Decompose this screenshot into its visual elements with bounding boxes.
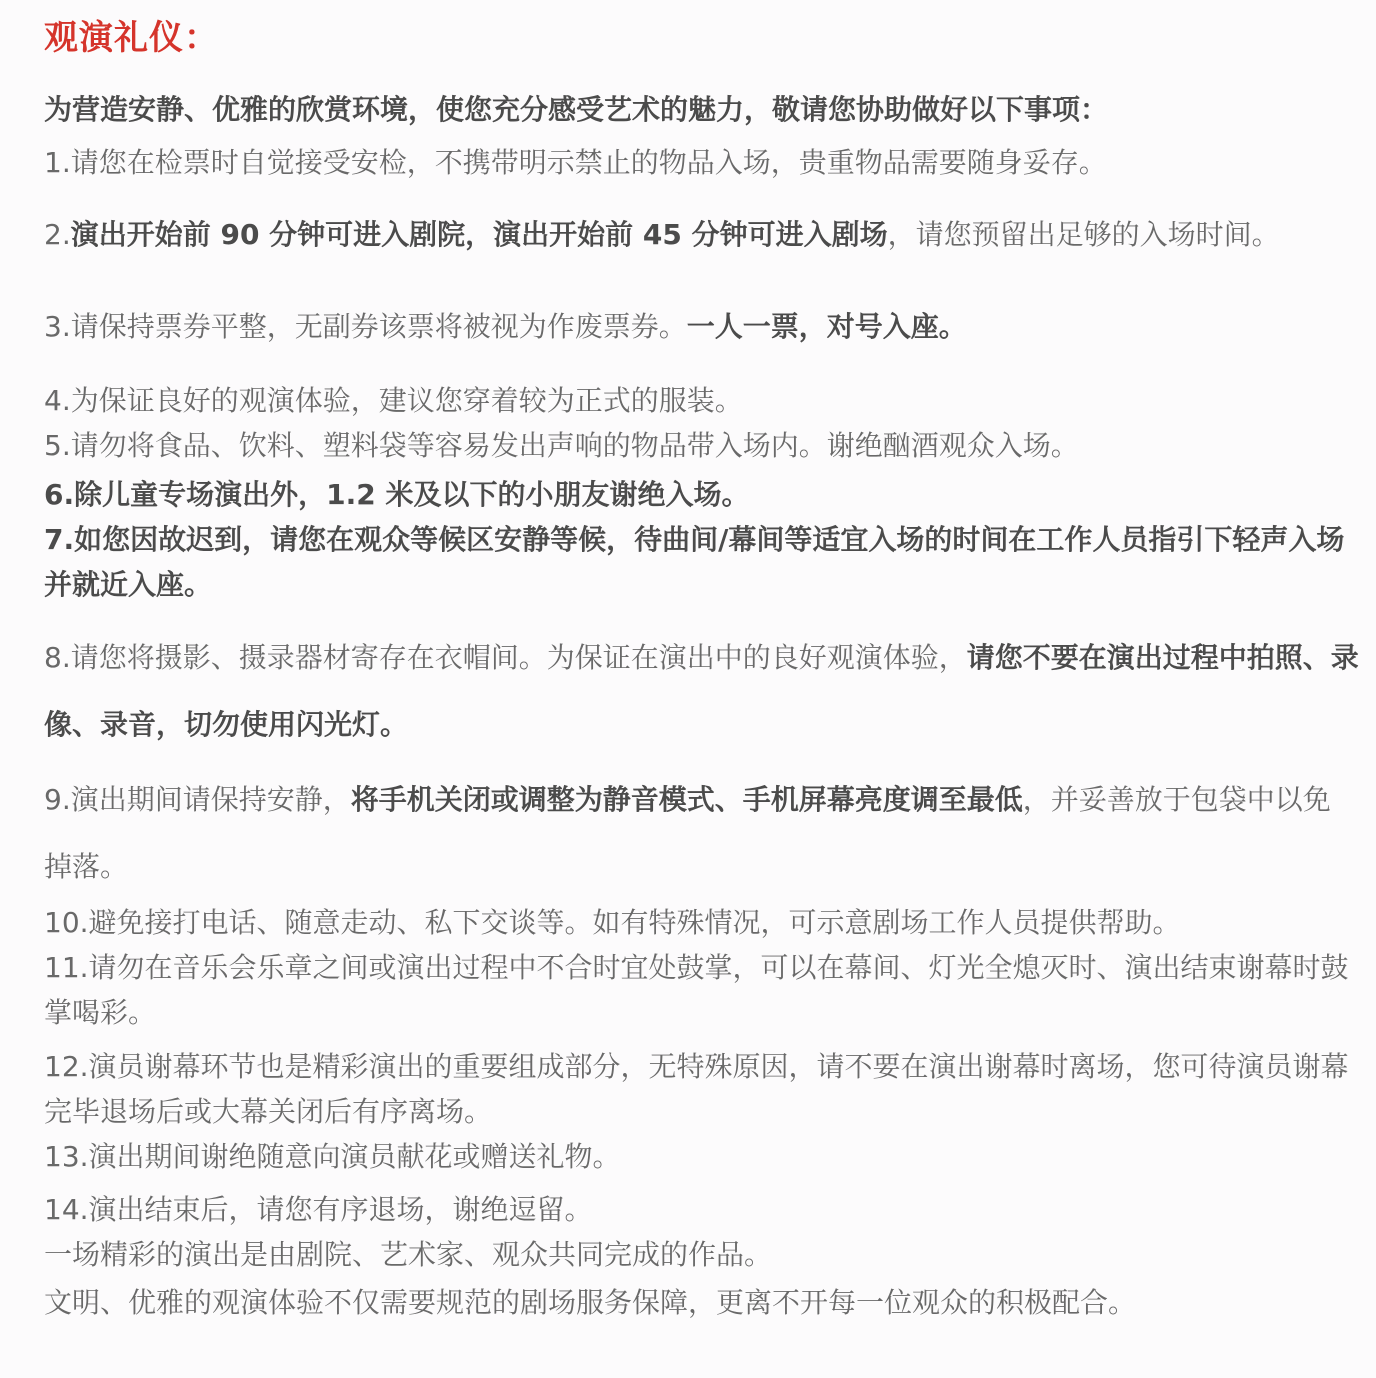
text-line: [44, 1089, 1336, 1134]
text-run: 12.演员谢幕环节也是精彩演出的重要组成部分，无特殊原因，请不要在演出谢幕时离场，您可待演员谢幕: [44, 1050, 1349, 1083]
text-line: [44, 691, 1336, 758]
text-run: 1.请您在检票时自觉接受安检，不携带明示禁止的物品入场，贵重物品需要随身妥存。: [44, 146, 1107, 179]
paragraph: [44, 1280, 1336, 1325]
text-line: [44, 87, 1336, 132]
text-run: 一场精彩的演出是由剧院、艺术家、观众共同完成的作品。: [44, 1238, 773, 1271]
text-run: ，并妥善放于包袋中以免: [1022, 783, 1331, 816]
text-run: 掉落。: [44, 850, 129, 883]
text-run: 5.请勿将食品、饮料、塑料袋等容易发出声响的物品带入场内。谢绝酗酒观众入场。: [44, 429, 1079, 462]
text-line: [44, 1134, 1336, 1179]
paragraph: [44, 517, 1345, 607]
text-line: [44, 517, 1345, 562]
text-line: [44, 140, 1336, 185]
bold-text-run: 7.如您因故迟到，请您在观众等候区安静等候，待曲间/幕间等适宜入场的时间在工作人员指引下轻声入场: [44, 523, 1345, 556]
text-line: [44, 212, 1336, 257]
text-line: [44, 766, 1336, 833]
text-run: 11.请勿在音乐会乐章之间或演出过程中不合时宜处鼓掌，可以在幕间、灯光全熄灭时、演出结束谢幕时鼓: [44, 951, 1349, 984]
text-line: [44, 833, 1336, 900]
bold-text-run: 6.除儿童专场演出外，1.2 米及以下的小朋友谢绝入场。: [44, 478, 750, 511]
text-run: 13.演出期间谢绝随意向演员献花或赠送礼物。: [44, 1140, 621, 1173]
page-title: 观演礼仪：: [44, 18, 219, 58]
text-run: 9.演出期间请保持安静，: [44, 783, 351, 816]
text-line: [44, 423, 1336, 468]
text-line: [44, 472, 1336, 517]
text-run: ，请您预留出足够的入场时间。: [887, 218, 1280, 251]
paragraph: [44, 87, 1336, 132]
paragraph: [44, 472, 1336, 517]
bold-text-run: 请您不要在演出过程中拍照、录: [966, 641, 1359, 674]
text-line: [44, 304, 1336, 349]
text-line: [44, 990, 1336, 1035]
paragraph: [44, 900, 1336, 945]
text-line: [44, 378, 1336, 423]
paragraph: [44, 1232, 1336, 1277]
bold-text-run: 一人一票，对号入座。: [686, 310, 967, 343]
paragraph: [44, 1044, 1349, 1134]
bold-text-run: 并就近入座。: [44, 568, 213, 601]
text-run: 14.演出结束后，请您有序退场，谢绝逗留。: [44, 1193, 593, 1226]
paragraph: [44, 624, 1359, 758]
text-run: 3.请保持票券平整，无副券该票将被视为作废票券。: [44, 310, 687, 343]
bold-text-run: 像、录音，切勿使用闪光灯。: [44, 708, 409, 741]
text-line: [44, 1280, 1336, 1325]
text-line: [44, 624, 1359, 691]
text-line: [44, 1232, 1336, 1277]
bold-text-run: 将手机关闭或调整为静音模式、手机屏幕亮度调至最低: [350, 783, 1023, 816]
paragraph: [44, 378, 1336, 423]
paragraph: [44, 1187, 1336, 1232]
text-run: 2.: [44, 218, 71, 251]
bold-text-run: 为营造安静、优雅的欣赏环境，使您充分感受艺术的魅力，敬请您协助做好以下事项：: [44, 93, 1109, 126]
text-line: [44, 945, 1349, 990]
bold-text-run: 演出开始前 90 分钟可进入剧院，演出开始前 45 分钟可进入剧场: [70, 218, 888, 251]
paragraph: [44, 766, 1336, 900]
text-run: 文明、优雅的观演体验不仅需要规范的剧场服务保障，更离不开每一位观众的积极配合。: [44, 1286, 1137, 1319]
paragraph: [44, 1134, 1336, 1179]
paragraph-list: [44, 87, 1359, 1325]
text-run: 8.请您将摄影、摄录器材寄存在衣帽间。为保证在演出中的良好观演体验，: [44, 641, 967, 674]
text-run: 10.避免接打电话、随意走动、私下交谈等。如有特殊情况，可示意剧场工作人员提供帮助。: [44, 906, 1181, 939]
text-line: [44, 562, 1336, 607]
paragraph: [44, 945, 1349, 1035]
text-line: [44, 900, 1336, 945]
text-run: 完毕退场后或大幕关闭后有序离场。: [44, 1095, 493, 1128]
paragraph: [44, 304, 1336, 349]
text-run: 4.为保证良好的观演体验，建议您穿着较为正式的服装。: [44, 384, 743, 417]
paragraph: [44, 140, 1336, 185]
paragraph: [44, 212, 1336, 257]
text-line: [44, 1044, 1349, 1089]
text-run: 掌喝彩。: [44, 996, 157, 1029]
paragraph: [44, 423, 1336, 468]
text-line: [44, 1187, 1336, 1232]
